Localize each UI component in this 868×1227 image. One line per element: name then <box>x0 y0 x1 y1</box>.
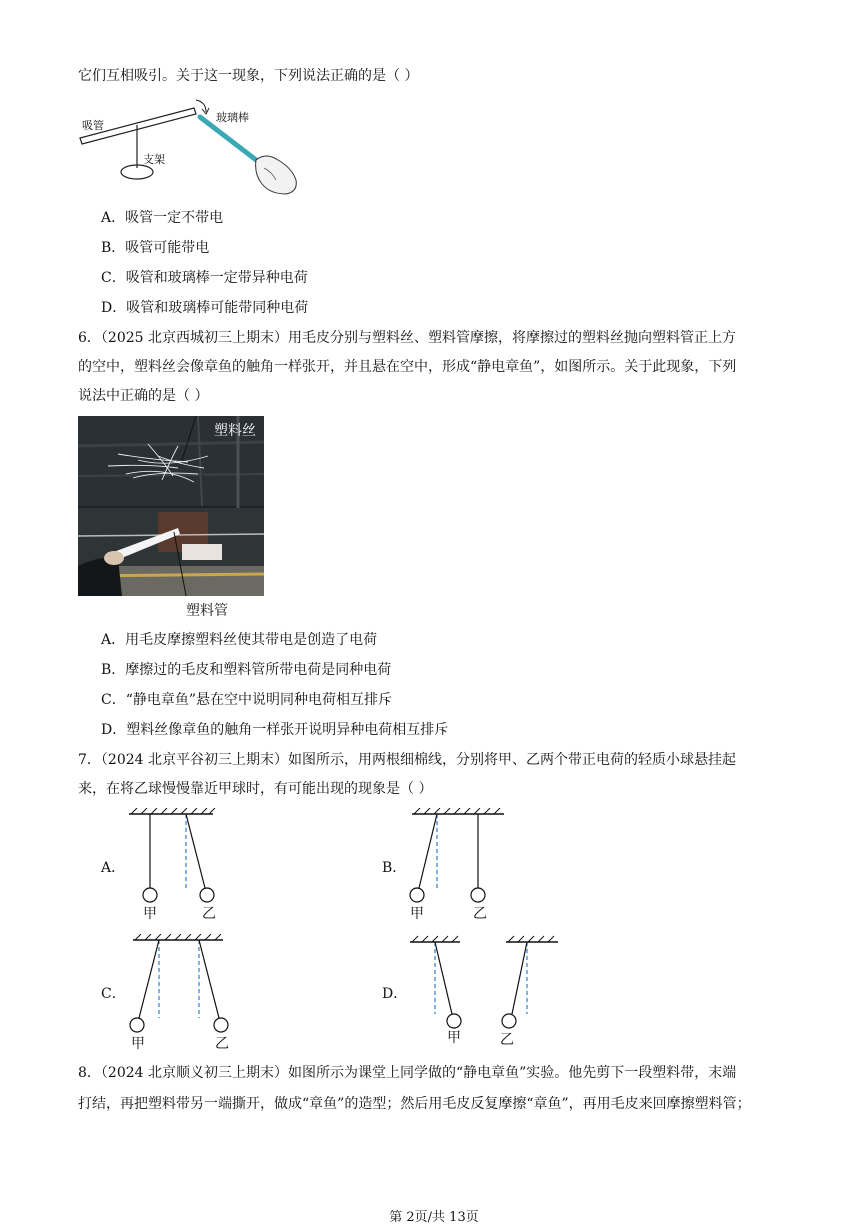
q5-stem-tail: 它们互相吸引。关于这一现象，下列说法正确的是（ ） <box>78 68 419 84</box>
stand-label: 支架 <box>143 153 165 166</box>
q6-option-b[interactable]: B．摩擦过的毛皮和塑料管所带电荷是同种电荷 <box>101 662 392 678</box>
q5-option-a[interactable]: A．吸管一定不带电 <box>101 210 224 226</box>
q5-option-b[interactable]: B．吸管可能带电 <box>101 240 210 256</box>
ball-jia-label: 甲 <box>143 906 157 922</box>
q8-stem-line-1: 8．（2024 北京顺义初三上期末）如图所示为课堂上同学做的“静电章鱼”实验。他先剪下一段塑料带，末端 <box>78 1065 737 1081</box>
ball-jia-label: 甲 <box>447 1030 461 1046</box>
q5-option-d[interactable]: D．吸管和玻璃棒可能带同种电荷 <box>101 300 309 316</box>
q7-option-a[interactable] <box>101 808 251 928</box>
glass-rod-label: 玻璃棒 <box>216 111 249 124</box>
q6-stem-line-2: 的空中，塑料丝会像章鱼的触角一样张开，并且悬在空中，形成“静电章鱼”，如图所示。关于此现象，下列 <box>78 359 737 375</box>
ball-jia-label: 甲 <box>410 906 424 922</box>
q5-option-c[interactable]: C．吸管和玻璃棒一定带异种电荷 <box>101 270 308 286</box>
q6-option-d[interactable]: D．塑料丝像章鱼的触角一样张开说明异种电荷相互排斥 <box>101 722 449 738</box>
ball-yi-label: 乙 <box>473 906 487 922</box>
q6-option-c[interactable]: C．“静电章鱼”悬在空中说明同种电荷相互排斥 <box>101 692 393 708</box>
option-letter: D． <box>382 986 408 1002</box>
ball-yi-label: 乙 <box>500 1032 514 1048</box>
q7-option-c[interactable] <box>101 934 251 1054</box>
q7-stem-line-1: 7．（2024 北京平谷初三上期末）如图所示，用两根细棉线，分别将甲、乙两个带正电荷的轻质小球悬挂起 <box>78 752 736 768</box>
option-letter: A． <box>101 860 126 876</box>
straw-label: 吸管 <box>82 119 104 132</box>
ball-jia-label: 甲 <box>131 1036 145 1052</box>
q5-figure <box>78 98 308 203</box>
q6-stem-line-3: 说法中正确的是（ ） <box>78 388 209 404</box>
q6-stem-line-1: 6．（2025 北京西城初三上期末）用毛皮分别与塑料丝、塑料管摩擦，将摩擦过的塑料丝抛向塑料管正上方 <box>78 330 736 346</box>
q7-option-d[interactable] <box>382 934 572 1054</box>
ball-yi-label: 乙 <box>202 906 216 922</box>
ball-yi-label: 乙 <box>215 1036 229 1052</box>
q8-stem-line-2: 打结，再把塑料带另一端撕开，做成“章鱼”的造型；然后用毛皮反复摩擦“章鱼”，再用毛皮来回摩擦塑料管； <box>78 1096 751 1112</box>
option-letter: C． <box>101 986 126 1002</box>
q7-option-b[interactable] <box>382 808 532 928</box>
q7-stem-line-2: 来，在将乙球慢慢靠近甲球时，有可能出现的现象是（ ） <box>78 781 433 797</box>
plastic-threads-label: 塑料丝 <box>214 423 256 439</box>
q6-photo <box>78 416 264 596</box>
option-letter: B． <box>382 860 407 876</box>
page-number: 第 2页/共 13页 <box>389 1210 479 1225</box>
plastic-tube-label: 塑料管 <box>186 603 228 619</box>
q6-option-a[interactable]: A．用毛皮摩擦塑料丝使其带电是创造了电荷 <box>101 632 378 648</box>
